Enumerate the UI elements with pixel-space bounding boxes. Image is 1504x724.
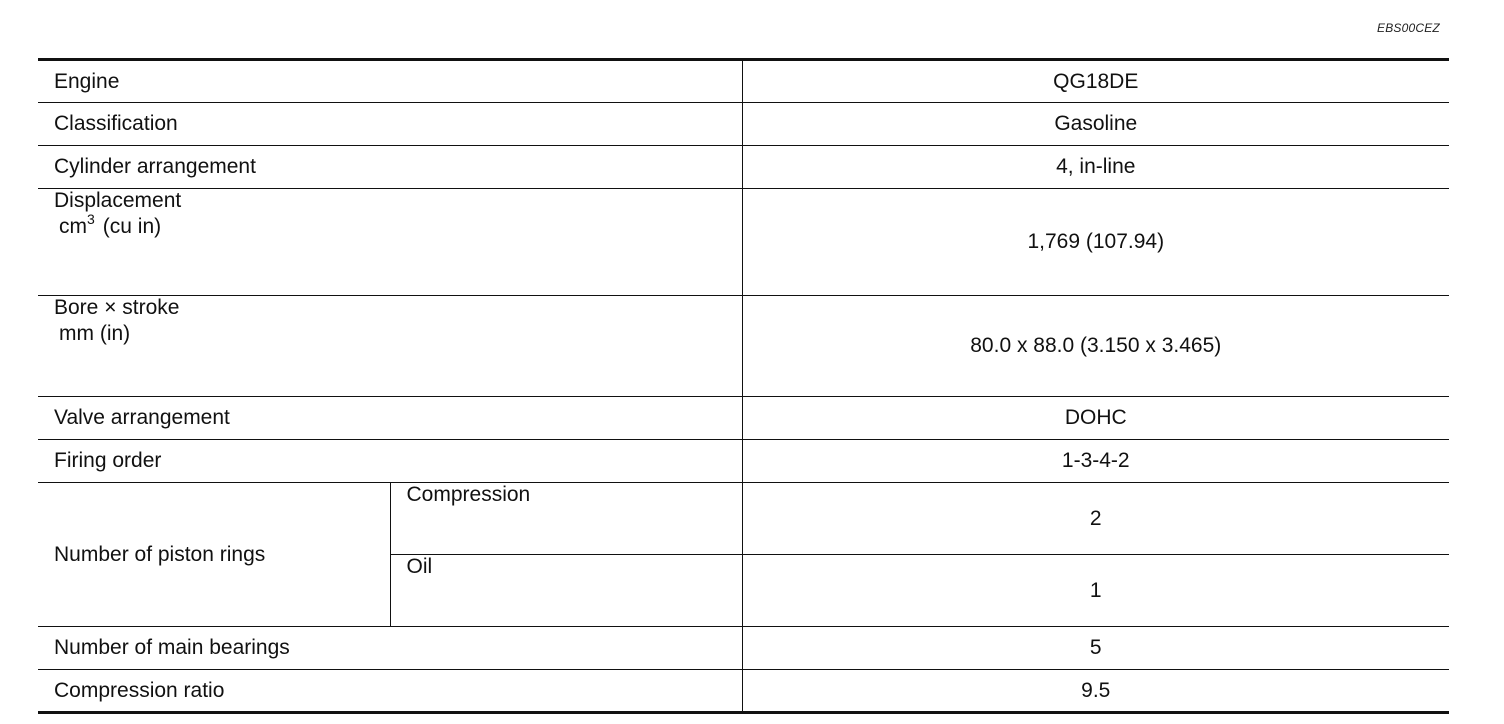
row-value xyxy=(742,555,1449,627)
piston-rings-label: Number of piston rings xyxy=(54,542,266,566)
table-row-firing-order xyxy=(38,440,1449,483)
firing-order-value: 1-3-4-2 xyxy=(1061,449,1130,472)
row-value xyxy=(742,189,1449,296)
table-row-engine xyxy=(38,60,1449,103)
cylinder-arrangement-label: Cylinder arrangement xyxy=(54,155,256,178)
table-row-main-bearings xyxy=(38,627,1449,670)
bore-stroke-label: Bore × stroke xyxy=(54,296,180,319)
row-value xyxy=(742,397,1449,440)
firing-order-label: Firing order xyxy=(54,449,162,472)
row-label xyxy=(38,440,742,483)
compression-rings-value: 2 xyxy=(1089,506,1102,530)
displacement-unit-superscript: 3 xyxy=(87,211,95,227)
row-sublabel xyxy=(390,555,742,627)
table-row-bore-stroke xyxy=(38,296,1449,397)
row-value xyxy=(742,670,1449,713)
displacement-unit-main: cm xyxy=(59,215,87,238)
row-label xyxy=(38,670,742,713)
table-row-compression-ratio xyxy=(38,670,1449,713)
compression-ratio-value: 9.5 xyxy=(1081,678,1111,702)
row-label xyxy=(38,397,742,440)
cylinder-arrangement-value: 4, in-line xyxy=(1056,155,1136,178)
compression-ratio-label: Compression ratio xyxy=(54,678,225,702)
main-bearings-label: Number of main bearings xyxy=(54,636,290,659)
valve-arrangement-label: Valve arrangement xyxy=(54,406,230,429)
oil-rings-value: 1 xyxy=(1089,578,1102,602)
row-sublabel xyxy=(390,483,742,555)
row-value xyxy=(742,103,1449,146)
engine-spec-table xyxy=(38,58,1449,714)
table-row-cylinder-arrangement xyxy=(38,146,1449,189)
row-value xyxy=(742,296,1449,397)
row-value xyxy=(742,146,1449,189)
table-row-displacement xyxy=(38,189,1449,296)
row-label xyxy=(38,189,742,296)
document-code: EBS00CEZ xyxy=(1377,21,1440,35)
row-label xyxy=(38,146,742,189)
row-value xyxy=(742,483,1449,555)
classification-value: Gasoline xyxy=(1054,112,1138,135)
row-label xyxy=(38,103,742,146)
table-row-piston-rings-compression xyxy=(38,483,1449,555)
row-value xyxy=(742,627,1449,670)
row-label xyxy=(38,296,742,397)
displacement-unit xyxy=(54,213,742,241)
oil-rings-label: Oil xyxy=(406,555,433,578)
row-label xyxy=(38,60,742,103)
main-bearings-value: 5 xyxy=(1089,636,1102,659)
row-group-label xyxy=(38,483,390,627)
row-value xyxy=(742,60,1449,103)
engine-value: QG18DE xyxy=(1053,69,1139,93)
engine-label: Engine xyxy=(54,69,120,93)
table-row-classification xyxy=(38,103,1449,146)
row-label xyxy=(38,627,742,670)
valve-arrangement-value: DOHC xyxy=(1064,406,1127,429)
displacement-value: 1,769 (107.94) xyxy=(1027,230,1165,253)
table-row-valve-arrangement xyxy=(38,397,1449,440)
bore-stroke-value: 80.0 x 88.0 (3.150 x 3.465) xyxy=(970,334,1222,357)
compression-rings-label: Compression xyxy=(406,483,531,506)
classification-label: Classification xyxy=(54,112,178,135)
displacement-label: Displacement xyxy=(54,189,182,212)
bore-stroke-unit: mm (in) xyxy=(59,322,131,345)
row-value xyxy=(742,440,1449,483)
displacement-unit-alt: (cu in) xyxy=(102,215,162,238)
